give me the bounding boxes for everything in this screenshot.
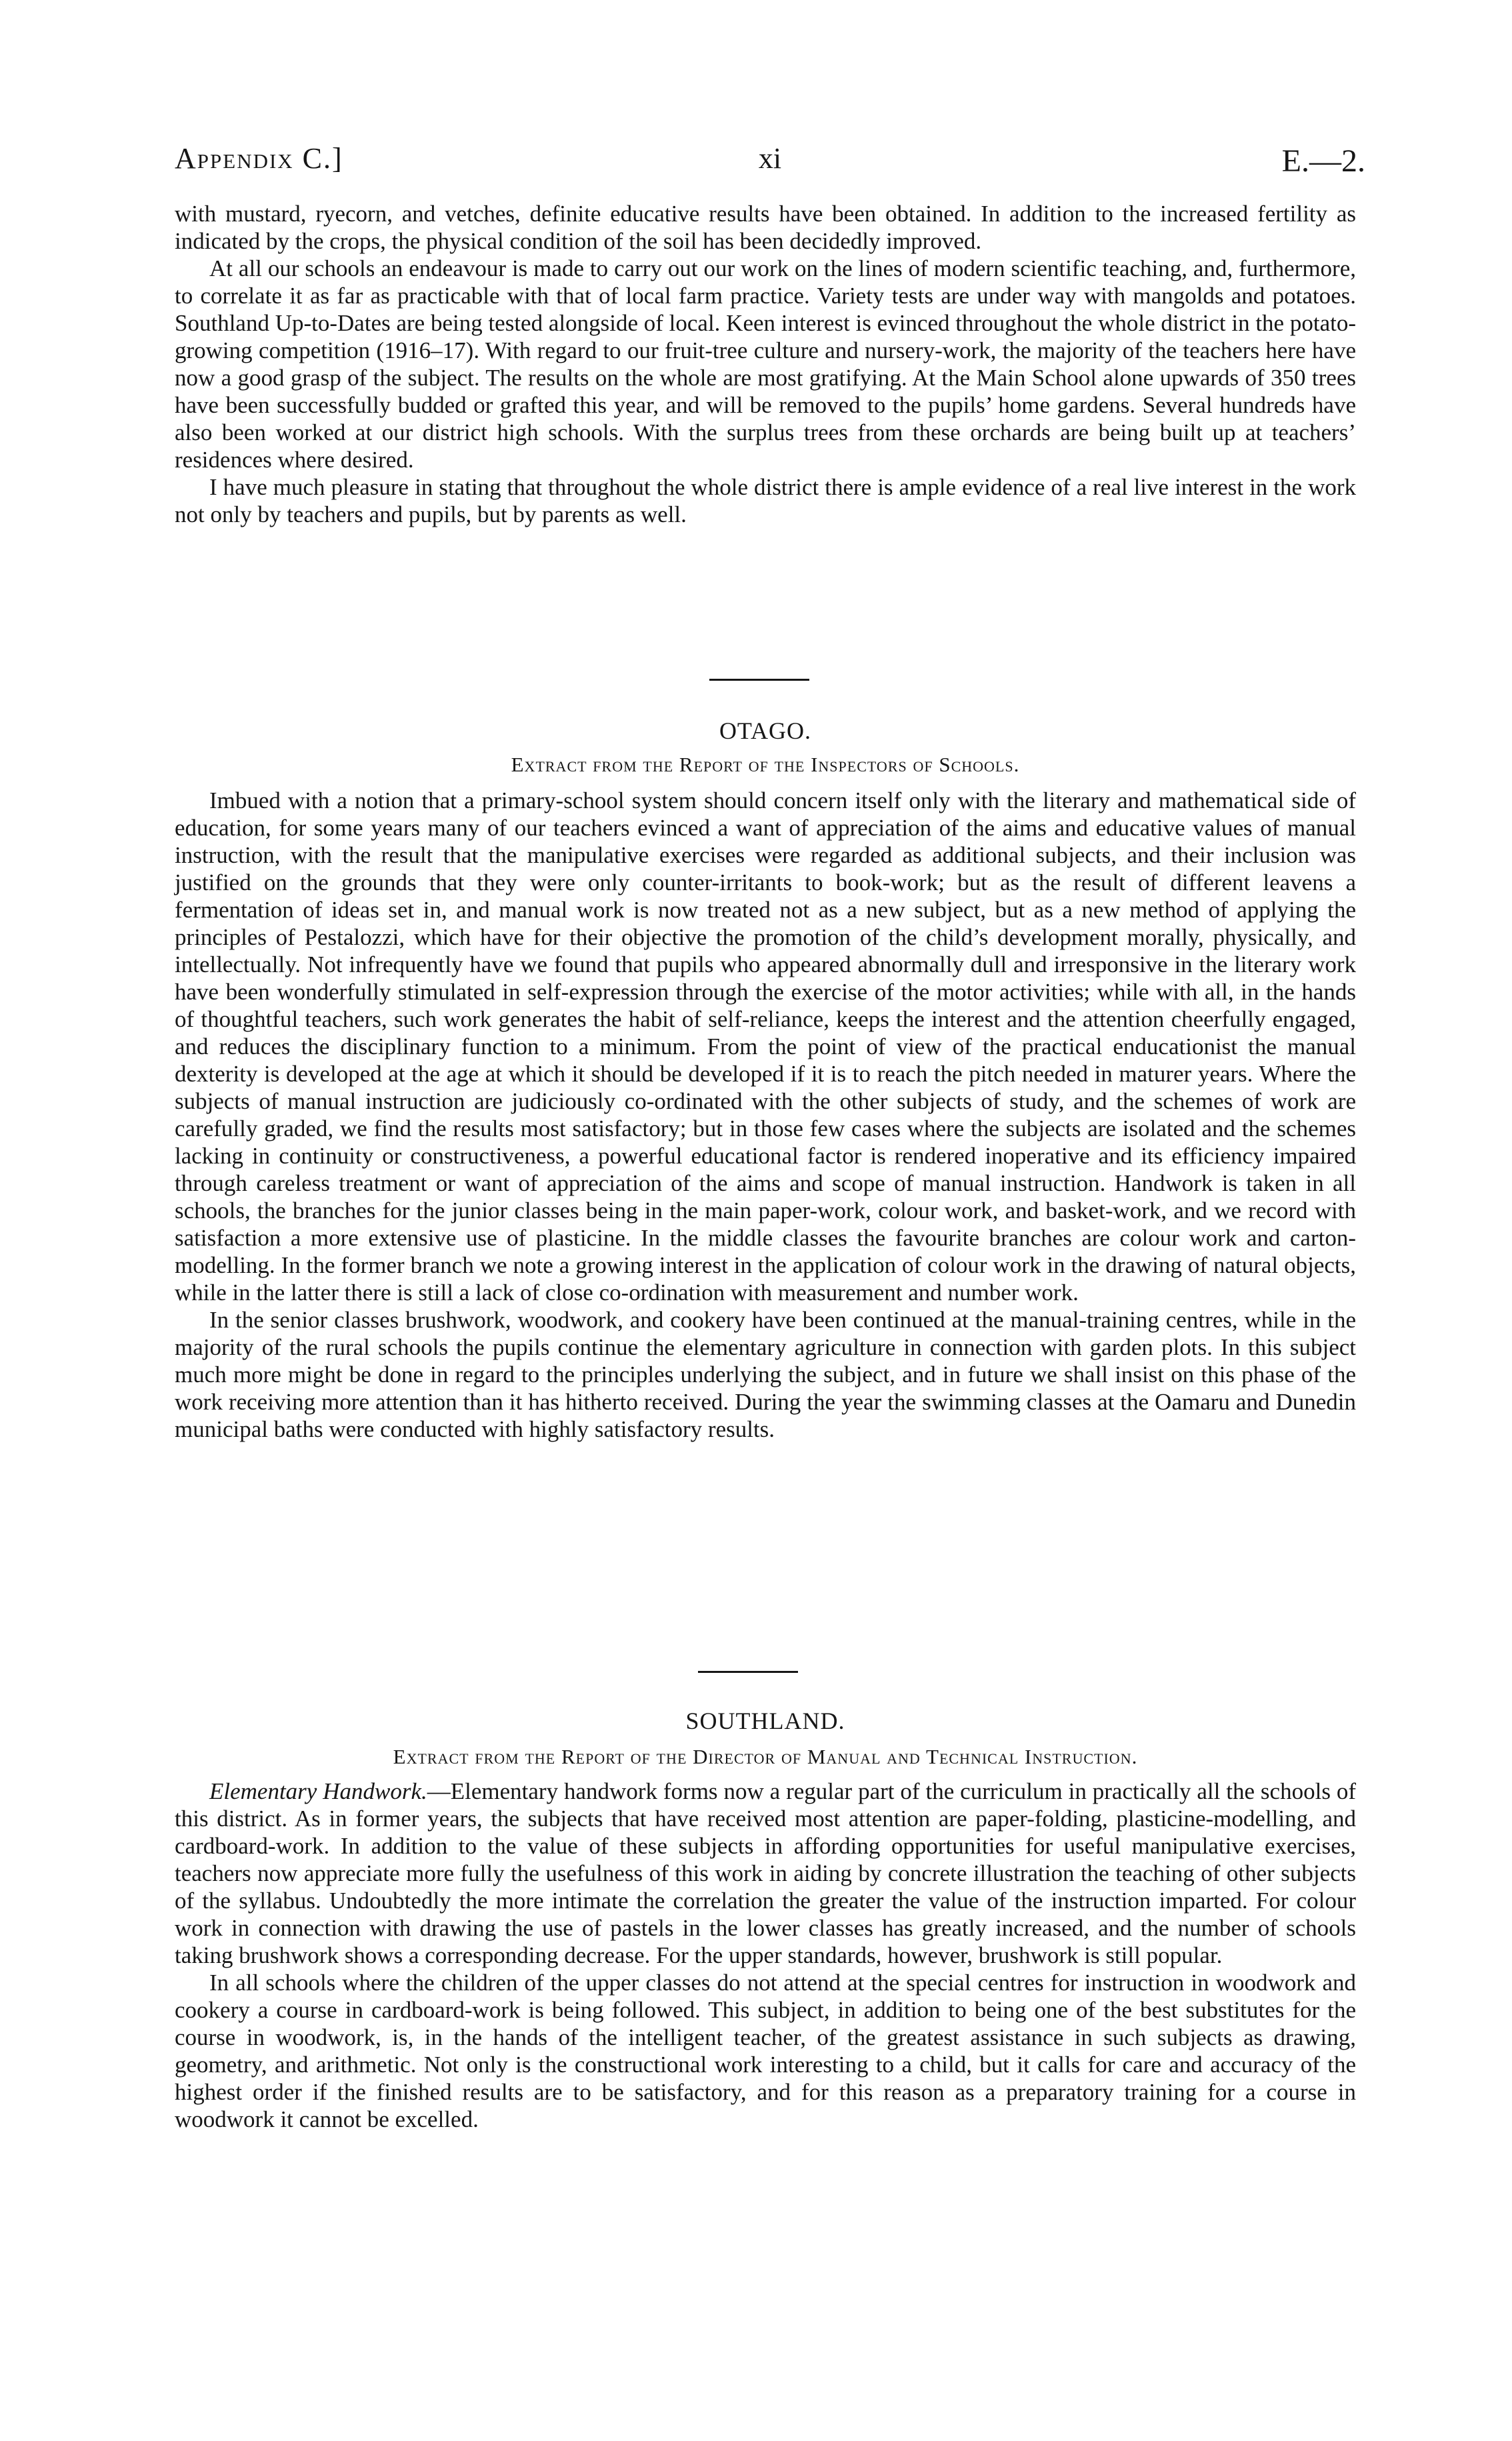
otago-heading: OTAGO. [719, 717, 812, 744]
paragraph-body: —Elementary handwork forms now a regular part of the curriculum in practically all the schools of this district. As in former years, the subjects that have received most attention are paper-folding, plasticine-modelling, and cardboard-work. In addition to the value of these subjects in affording opportunities for useful manipulative exercises, teachers now appreciate more fully the usefulness of this work in aiding by concrete illustration the teaching of other subjects of the syllabus. Undoubtedly the more intimate the correlation the greater the value of the instruction imparted. For colour work in connection with drawing the use of pastels in the lower classes has greatly increased, and the number of schools taking brushwork shows a corresponding decrease. For the upper standards, however, brushwork is still popular. [175, 1778, 1357, 1968]
paragraph: I have much pleasure in stating that throughout the whole district there is ample evidence of a real live interest in the work not only by teachers and pupils, but by parents as well. [175, 474, 1356, 527]
header-appendix-label: Appendix C.] [175, 142, 343, 175]
paragraph [175, 1778, 1356, 1969]
page-header [175, 141, 1365, 181]
continued-section [175, 200, 1356, 528]
paragraph-lead-heading: Elementary Handwork. [209, 1778, 427, 1804]
southland-subheading: Extract from the Report of the Director of Manual and Technical Instruction. [393, 1745, 1138, 1768]
paragraph: with mustard, ryecorn, and vetches, definite educative results have been obtained. In addition to the increased fertility as indicated by the crops, the physical condition of the soil has been decidedly improved. [175, 201, 1356, 254]
paragraph: Imbued with a notion that a primary-school system should concern itself only with the literary and mathematical side of education, for some years many of our teachers evinced a want of appreciation of the aims and educative values of manual instruction, with the result that the manipulative exercises were regarded as additional subjects, and their inclusion was justified on the grounds that they were only counter-irritants to book-work; but as the result of different leavens a fermentation of ideas set in, and manual work is now treated not as a new subject, but as a new method of applying the principles of Pestalozzi, which have for their objective the promotion of the child’s development morally, physically, and intellectually. Not infrequently have we found that pupils who appeared abnormally dull and irresponsive in the literary work have been wonderfully stimulated in self-expression through the exercise of the motor activities; while with all, in the hands of thoughtful teachers, such work generates the habit of self-reliance, keeps the interest and the attention cheerfully engaged, and reduces the disciplinary function to a minimum. From the point of view of the practical enducationist the manual dexterity is developed at the age at which it should be developed if it is to reach the pitch needed in maturer years. Where the subjects of manual instruction are judiciously co-ordinated with the other subjects of study, and the schemes of work are carefully graded, we find the results most satisfactory; but in those few cases where the subjects are isolated and the schemes lacking in continuity or constructiveness, a powerful educational factor is rendered inoperative and its efficiency impaired through careless treatment or want of appreciation of the aims and scope of manual instruction. Handwork is taken in all schools, the branches for the junior classes being in the main paper-work, colour work, and basket-work, and we record with satisfaction a more extensive use of plasticine. In the middle classes the favourite branches are colour work and carton-modelling. In the former branch we note a growing interest in the application of colour work in the drawing of natural objects, while in the latter there is still a lack of close co-ordination with measurement and number work. [175, 787, 1356, 1306]
paragraph: In all schools where the children of the upper classes do not attend at the special centres for instruction in woodwork and cookery a course in cardboard-work is being followed. This subject, in addition to being one of the best substitutes for the course in woodwork, is, in the hands of the intelligent teacher, of the greatest assistance in such subjects as drawing, geometry, and arithmetic. Not only is the constructional work interesting to a child, but it calls for care and accuracy of the highest order if the finished results are to be satisfactory, and for this reason as a preparatory training for a course in woodwork it cannot be excelled. [175, 1970, 1356, 2132]
paragraph: In the senior classes brushwork, woodwork, and cookery have been continued at the manual-training centres, while in the majority of the rural schools the pupils continue the elementary agriculture in connection with garden plots. In this subject much more might be done in regard to the principles underlying the subject, and in future we shall insist on this phase of the work receiving more attention than it has hitherto received. During the year the swimming classes at the Oamaru and Dunedin municipal baths were conducted with highly satisfactory results. [175, 1307, 1356, 1442]
southland-section [175, 1778, 1356, 2133]
header-page-number: xi [758, 142, 782, 175]
header-document-code: E.—2. [1281, 143, 1365, 179]
otago-subheading: Extract from the Report of the Inspectors of Schools. [511, 753, 1020, 776]
otago-section [175, 787, 1356, 1443]
paragraph: At all our schools an endeavour is made to carry out our work on the lines of modern scientific teaching, and, furthermore, to correlate it as far as practicable with that of local farm practice. Variety tests are under way with mangolds and potatoes. Southland Up-to-Dates are being tested alongside of local. Keen interest is evinced throughout the whole district in the potato-growing competition (1916–17). With regard to our fruit-tree culture and nursery-work, the majority of the teachers here have now a good grasp of the subject. The results on the whole are most gratifying. At the Main School alone upwards of 350 trees have been successfully budded or grafted this year, and will be removed to the pupils’ home gardens. Several hundreds have also been worked at our district high schools. With the surplus trees from these orchards are being built up at teachers’ residences where desired. [175, 255, 1356, 473]
section-divider [709, 679, 809, 681]
section-divider [698, 1671, 798, 1673]
southland-heading: SOUTHLAND. [685, 1708, 845, 1734]
